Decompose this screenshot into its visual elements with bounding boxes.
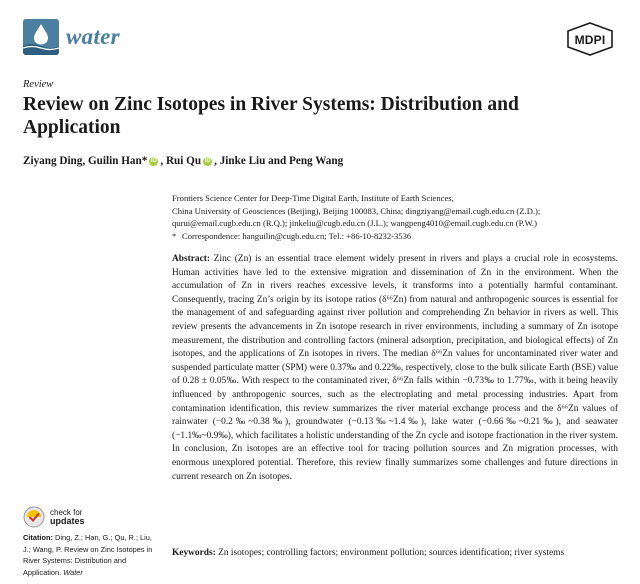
- citation-block: [23, 532, 158, 578]
- corresponding-mark: *: [172, 230, 177, 241]
- keywords: [172, 547, 618, 561]
- check-updates-line1: check for: [50, 508, 83, 517]
- article-title: Review on Zinc Isotopes in River Systems: Distribution and Application: [23, 94, 519, 138]
- affiliation-line: qurui@email.cugb.edu.cn (R.Q.); jinkeliu@cugb.edu.cn (J.L.); wangpeng4010@email.cugb.edu.cn (P.W.): [172, 218, 537, 229]
- author-names-3: , Jinke Liu and Peng Wang: [214, 155, 344, 167]
- keywords-text: Zn isotopes; controlling factors; environment pollution; sources identification; river systems: [218, 548, 565, 558]
- author-names-1: Ziyang Ding, Guilin Han: [23, 155, 142, 167]
- affiliation-line: China University of Geosciences (Beijing), Beijing 100083, China; dingziyang@email.cugb.edu.cn (Z.D.);: [172, 205, 541, 216]
- orcid-icon[interactable]: iD: [204, 157, 211, 164]
- check-for-updates-button[interactable]: [23, 504, 113, 530]
- author-list: [23, 155, 623, 167]
- mdpi-logo-icon[interactable]: [566, 22, 614, 56]
- orcid-icon[interactable]: iD: [150, 157, 157, 164]
- check-updates-line2: updates: [50, 516, 85, 526]
- publisher-name: MDPI: [574, 33, 606, 47]
- correspondence-text: Correspondence: hanguilin@cugb.edu.cn; Tel.: +86-10-8232-3536: [182, 230, 412, 241]
- keywords-label: Keywords:: [172, 548, 216, 558]
- journal-name: water: [66, 24, 120, 49]
- abstract-label: Abstract:: [172, 254, 211, 264]
- citation-text: Ding, Z.; Han, G.; Qu, R.; Liu, J.; Wang, P. Review on Zinc Isotopes in River Systems: Distribution and Application.: [23, 533, 153, 577]
- check-updates-text: [50, 508, 85, 526]
- affiliation-line: Frontiers Science Center for Deep-Time Digital Earth, Institute of Earth Sciences,: [172, 193, 454, 203]
- author-names-2: , Rui Qu: [160, 155, 202, 167]
- affiliation-block: [172, 192, 622, 242]
- citation-label: Citation:: [23, 533, 53, 542]
- citation-journal: Water: [63, 567, 83, 577]
- correspondence-line: [172, 230, 622, 243]
- check-updates-icon: [23, 506, 45, 528]
- abstract-text: Zinc (Zn) is an essential trace element widely present in rivers and plays a crucial role in ecosystems. Human activities have led to the extensive migration and dissemination of Zn in the environment. When the accumulation of Zn in rivers reaches excessive levels, it transforms into a potentially harmful contaminant. Consequently, tracing Zn’s origin by its isotope ratios (δ⁶⁶Zn) from natural and anthropogenic sources is essential for the management of and safeguarding against river pollution and comprehending Zn behavior in rivers as well. This review presents the advancements in Zn isotope research in river environments, including a summary of Zn isotope measurement, the distribution and controlling factors (mineral adsorption, precipitation, and biological effects) of Zn isotopes, and the applications of Zn isotopes in rivers. The median δ⁶⁶Zn values for uncontaminated river water and suspended particulate matter (SPM) were 0.37‰ and 0.22‰, respectively, close to the bulk silicate Earth (BSE) value of 0.28 ± 0.05‰. With respect to the contaminated river, δ⁶⁶Zn falls within −0.73‰ to 1.77‰, with it being heavily influenced by anthropogenic sources, such as the electroplating and metal processing industries. Apart from contamination identification, this review summarizes the river material exchange process and the δ⁶⁶Zn values of rainwater (−0.2‰~0.38‰), groundwater (−0.13‰~1.4‰), lake water (−0.66‰~0.21‰), and seawater (−1.1‰~0.9‰), which facilitates a holistic understanding of the Zn cycle and isotope fractionation in the river system. In conclusion, Zn isotopes are an effective tool for tracing pollution sources and Zn migration processes, with enormous unexplored potential. Therefore, this review finally summarizes some challenges and future directions in current research on Zn isotopes.: [172, 254, 618, 482]
- abstract: [172, 253, 618, 484]
- journal-logo[interactable]: [23, 19, 143, 55]
- water-drop-icon: [23, 19, 59, 55]
- corresponding-mark: *: [141, 155, 148, 167]
- article-type: Review: [23, 79, 54, 90]
